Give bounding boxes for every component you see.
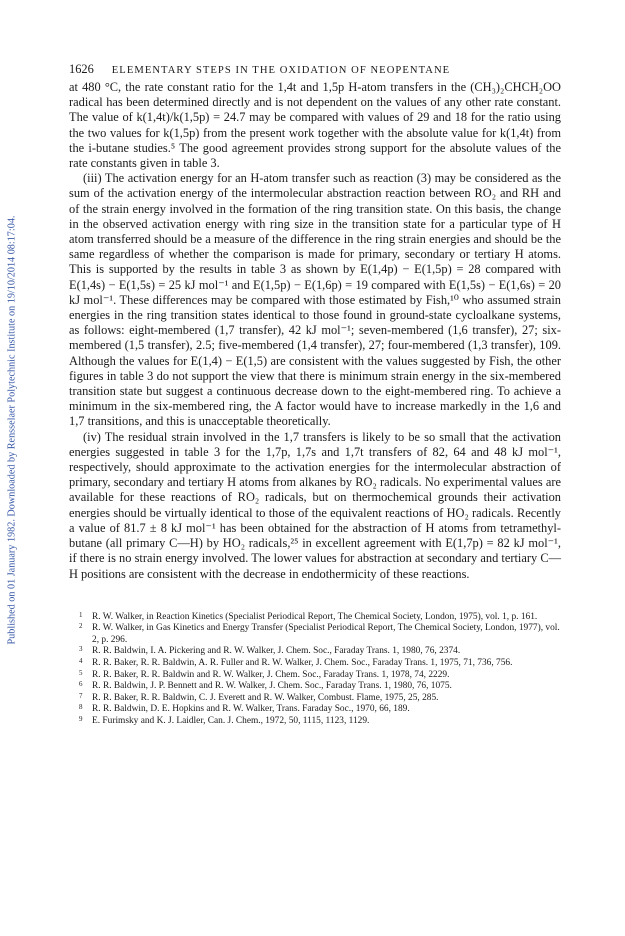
reference-item [79, 612, 561, 624]
page-number: 1626 [69, 62, 94, 76]
reference-text: R. R. Baldwin, J. P. Bennett and R. W. Walker, J. Chem. Soc., Faraday Trans. 1, 1980, 76, 1075. [92, 681, 452, 692]
reference-text: R. W. Walker, in Reaction Kinetics (Specialist Periodical Report, The Chemical Society, London, 1975), vol. 1, p. 161. [92, 611, 538, 622]
reference-number: 7 [79, 691, 83, 700]
reference-text: R. R. Baldwin, I. A. Pickering and R. W. Walker, J. Chem. Soc., Faraday Trans. 1, 1980, 76, 2374. [92, 646, 461, 657]
article-body [69, 80, 561, 582]
reference-number: 6 [79, 680, 83, 689]
reference-item [79, 670, 561, 682]
publication-stamp [4, 150, 20, 710]
reference-number: 4 [79, 657, 83, 666]
reference-number: 3 [79, 645, 83, 654]
reference-item [79, 681, 561, 693]
reference-text: R. R. Baldwin, D. E. Hopkins and R. W. Walker, Trans. Faraday Soc., 1970, 66, 189. [92, 704, 410, 715]
running-header [69, 62, 561, 77]
reference-item [79, 704, 561, 716]
reference-item [79, 716, 561, 728]
reference-text: R. R. Baker, R. R. Baldwin and R. W. Walker, J. Chem. Soc., Faraday Trans. 1, 1978, 74, 2229. [92, 669, 450, 680]
reference-number: 9 [79, 715, 83, 724]
paragraph-iv: (iv) The residual strain involved in the 1,7 transfers is likely to be so small that the activation energies suggested in table 3 for the 1,7p, 1,7s and 1,7t transfers of 82, 64 and 48 kJ mol⁻¹, respectively, should approximate to the activation energies for the intermolecular abstraction of primary, secondary and tertiary H atoms from alkanes by RO₂ radicals. No experimental values are available for these reactions of RO₂ radicals, but on thermochemical grounds their activation energies should be virtually identical to those of the equivalent reactions of HO₂ radicals. Recently a value of 81.7 ± 8 kJ mol⁻¹ has been obtained for the abstraction of H atoms from tetramethyl-butane (all primary C—H) by HO₂ radicals,²⁵ in excellent agreement with E(1,7p) = 82 kJ mol⁻¹, if there is no strain energy involved. The lower values for abstraction at secondary and tertiary C—H positions are consistent with the decrease in endothermicity of these reactions. [69, 429, 561, 581]
running-title: ELEMENTARY STEPS IN THE OXIDATION OF NEOPENTANE [111, 65, 451, 76]
reference-number: 2 [79, 622, 83, 631]
reference-item [79, 658, 561, 670]
reference-item [79, 693, 561, 705]
article-page [69, 62, 561, 728]
reference-number: 5 [79, 668, 83, 677]
footnote-references [69, 612, 561, 728]
publication-stamp-text: Published on 01 January 1982. Downloaded by Rensselaer Polytechnic Institute on 19/10/2014 08:17:04. [6, 215, 18, 645]
reference-item [79, 623, 561, 646]
paragraph-continuation: at 480 °C, the rate constant ratio for the 1,4t and 1,5p H-atom transfers in the (CH₃)₂CHCH₂OO radical has been determined directly and is not dependent on the values of any other rate constant. The value of k(1,4t)/k(1,5p) = 24.7 may be compared with values of 29 and 18 for the ratio using the two values for k(1,5p) from the present work together with the absolute value for k(1,4t) from the i-butane studies.⁵ The good agreement provides strong support for the absolute values of the rate constants given in table 3. [69, 80, 561, 171]
reference-text: E. Furimsky and K. J. Laidler, Can. J. Chem., 1972, 50, 1115, 1123, 1129. [92, 716, 370, 727]
reference-number: 1 [79, 610, 83, 619]
paragraph-iii: (iii) The activation energy for an H-atom transfer such as reaction (3) may be considered as the sum of the activation energy of the intermolecular abstraction reaction between RO₂ and RH and of the strain energy involved in the formation of the ring transition state. On this basis, the change in the observed activation energy with ring size in the transition state for a particular type of H atom transferred should be a measure of the difference in the ring strain energies and should be the same regardless of whether the comparison is made for primary, secondary or tertiary H atoms. This is supported by the results in table 3 as shown by E(1,4p) − E(1,5p) = 28 compared with E(1,4s) − E(1,5s) = 25 kJ mol⁻¹ and E(1,5p) − E(1,6p) = 19 compared with E(1,5s) − E(1,6s) = 20 kJ mol⁻¹. These differences may be compared with those estimated by Fish,¹⁰ who assumed strain energies in the ring transition states identical to those found in ground-state cycloalkane systems, as follows: eight-membered (1,7 transfer), 42 kJ mol⁻¹; seven-membered (1,6 transfer), 27; six-membered (1,5 transfer), 2.5; five-membered (1,4 transfer), 27; four-membered (1,3 transfer), 109. Although the values for E(1,4) − E(1,5) are consistent with the values suggested by Fish, the other figures in table 3 do not support the view that there is minimum strain energy in the six-membered transition state but suggest a continuous decrease down to the eight-membered ring. To achieve a minimum in the six-membered ring, the A factor would have to increase markedly in the 1,6 and 1,7 transitions, and this is unacceptable theoretically. [69, 171, 561, 429]
reference-number: 8 [79, 703, 83, 712]
reference-text: R. R. Baker, R. R. Baldwin, C. J. Everett and R. W. Walker, Combust. Flame, 1975, 25, 285. [92, 692, 439, 703]
reference-text: R. W. Walker, in Gas Kinetics and Energy Transfer (Specialist Periodical Report, The Chemical Society, London, 1977), vol. 2, p. 296. [92, 623, 560, 645]
reference-text: R. R. Baker, R. R. Baldwin, A. R. Fuller and R. W. Walker, J. Chem. Soc., Faraday Trans. 1, 1975, 71, 736, 756. [92, 658, 513, 669]
reference-item [79, 646, 561, 658]
